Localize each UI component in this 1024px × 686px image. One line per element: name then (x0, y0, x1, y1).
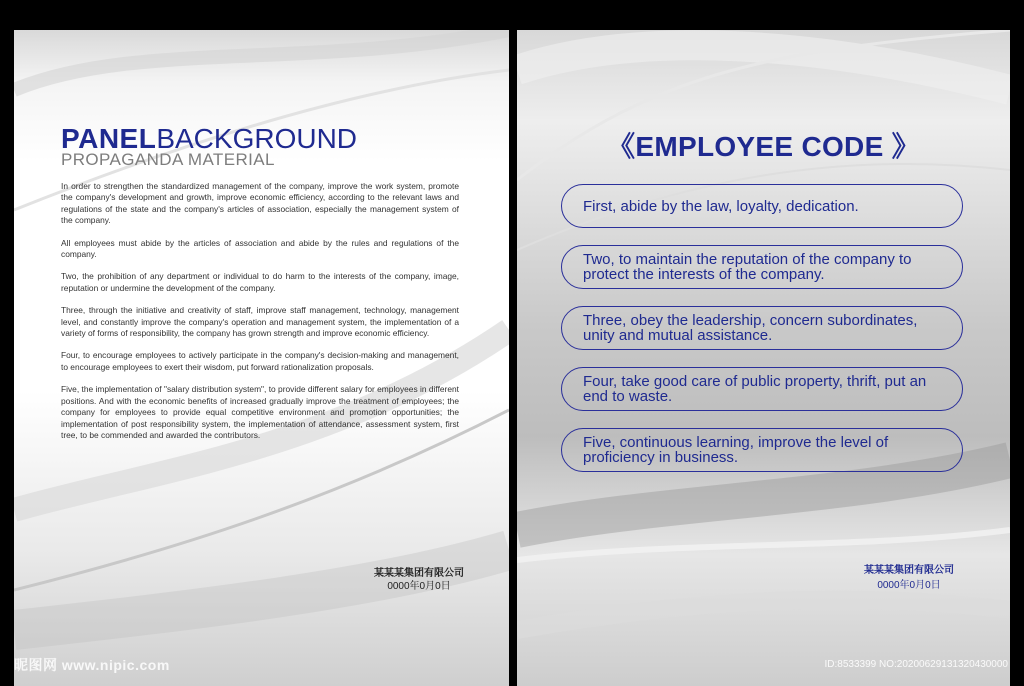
site-watermark: 昵图网 www.nipic.com (14, 657, 170, 673)
code-item-text: First, abide by the law, loyalty, dedication. (583, 197, 859, 215)
paragraph: Five, the implementation of "salary distribution system", to provide different salary for employees in different positions. And with the economic benefits of increased gradually improve the treatment of employees; the company for employees to provide equal competitive environment and promotion opportunities; the implementation of post responsibility system, the implementation of attendance, assessment system, first tree, to be commended and awarded the contributors. (61, 384, 459, 440)
code-item (561, 306, 963, 350)
issue-date: 0000年0月0日 (387, 581, 451, 592)
right-panel (517, 30, 1010, 686)
code-item-text: Two, to maintain the reputation of the company to protect the interests of the company. (583, 251, 912, 283)
heading-bold: PANEL (61, 123, 157, 154)
company-name: 某某某集团有限公司 (864, 565, 954, 576)
code-item-text: Five, continuous learning, improve the level of proficiency in business. (583, 434, 889, 466)
code-item-text: Four, take good care of public property, thrift, put an end to waste. (583, 373, 927, 405)
code-item (561, 245, 963, 289)
paragraph: Two, the prohibition of any department or individual to do harm to the interests of the company, image, reputation or undermine the development of the company. (61, 271, 459, 293)
paragraph: Three, through the initiative and creativity of staff, improve staff management, technology, management level, and constantly improve the company's operation and management system, the implementation of a variety of forms of responsibility, the company has grown strength and improve economic efficiency. (61, 305, 459, 339)
left-panel (14, 30, 509, 686)
company-name: 某某某集团有限公司 (374, 568, 464, 579)
code-item (561, 428, 963, 472)
paragraph: In order to strengthen the standardized management of the company, improve the work system, promote the company's development and growth, improve economic efficiency, according to the relevant laws and regulations of the state and the company's articles of association, especially the management system of the company. (61, 181, 459, 226)
code-item (561, 184, 963, 228)
code-item-text: Three, obey the leadership, concern subordinates, unity and mutual assistance. (583, 312, 918, 344)
body-text (61, 181, 459, 452)
code-item (561, 367, 963, 411)
paragraph: All employees must abide by the articles of association and abide by the rules and regulations of the company. (61, 237, 459, 260)
heading-rest: BACKGROUND (156, 123, 358, 154)
issue-date: 0000年0月0日 (877, 580, 941, 591)
employee-code-title: 《EMPLOYEE CODE 》 (607, 131, 920, 162)
paragraph: Four, to encourage employees to actively participate in the company's decision-making and management, to encourage employees to exert their wisdom, put forward rationalization proposals. (61, 350, 459, 372)
panel-subheading: PROPAGANDA MATERIAL (61, 150, 275, 169)
image-id-watermark: ID:8533399 NO:20200629131320430000 (824, 659, 1008, 670)
